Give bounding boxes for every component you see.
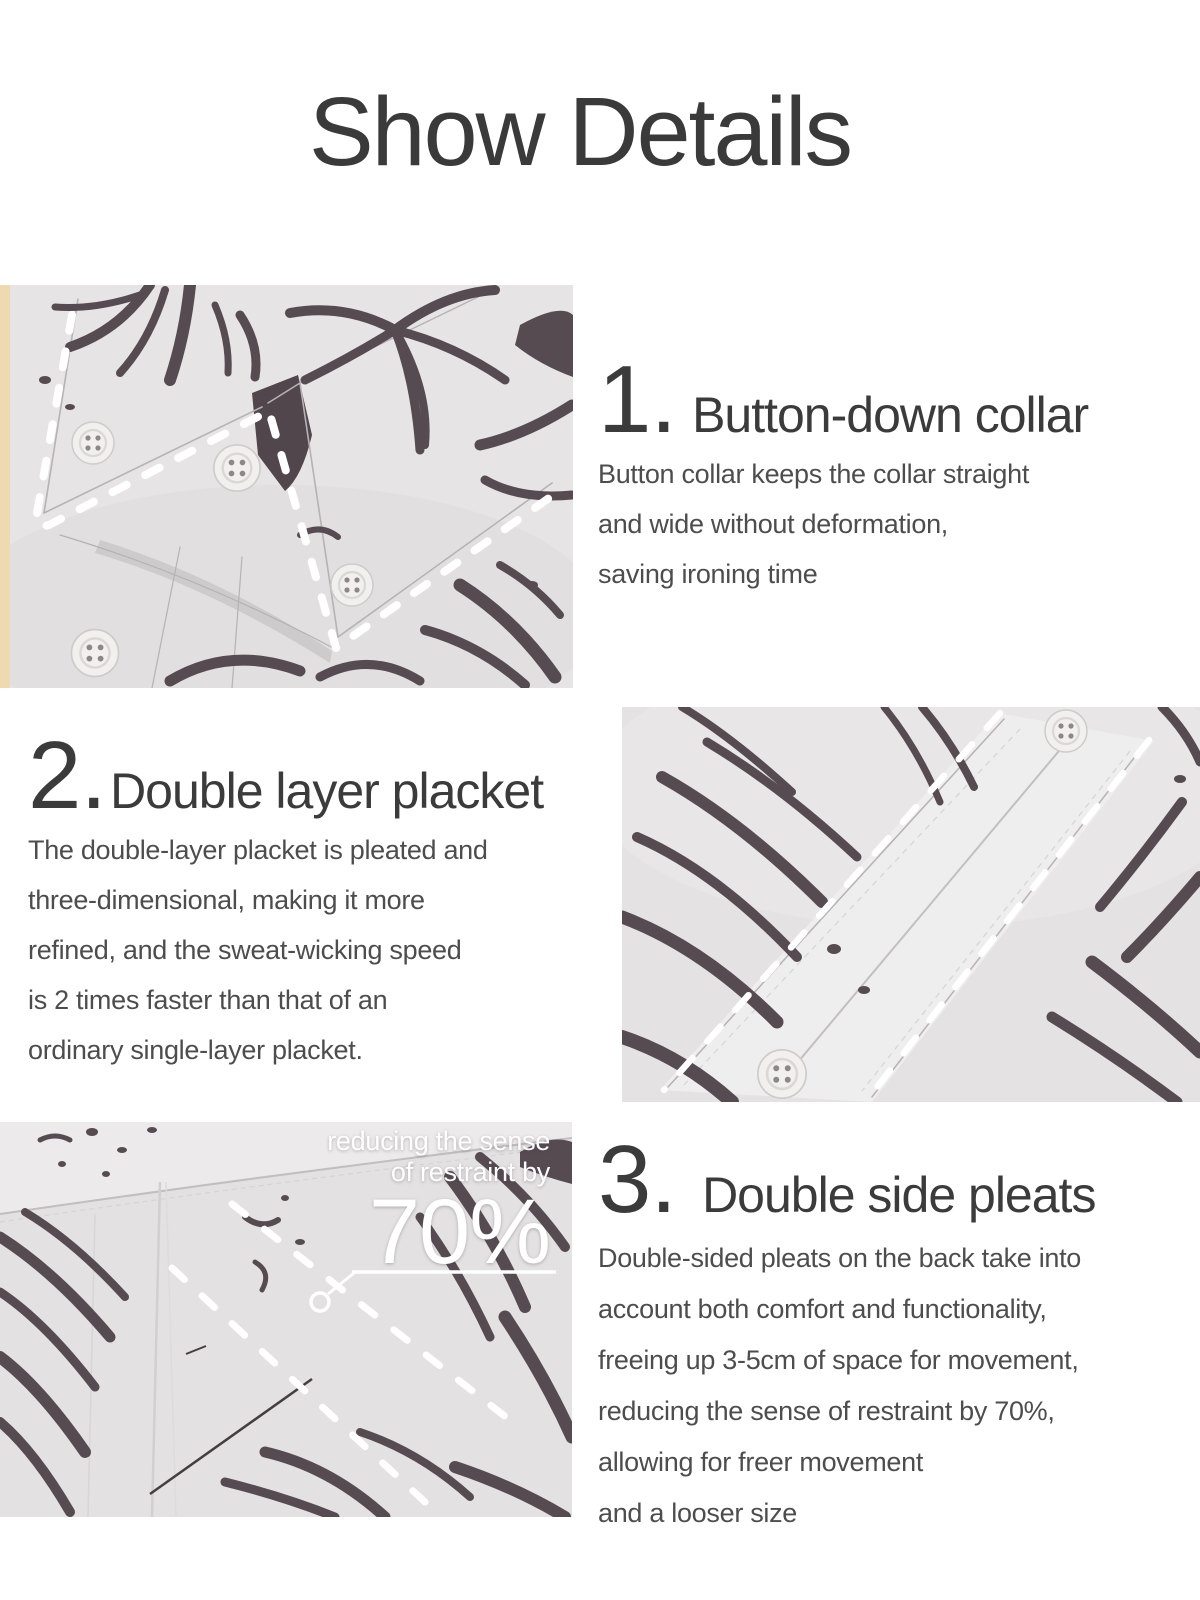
shirt-button <box>758 1050 806 1098</box>
section-2-heading <box>28 722 603 829</box>
shirt-button <box>72 422 114 464</box>
section-number: 3. <box>598 1126 677 1233</box>
section-3 <box>598 1126 1183 1539</box>
description-line: Button collar keeps the collar straight <box>598 459 1030 489</box>
shirt-button <box>214 445 260 491</box>
section-2-description <box>28 825 603 1075</box>
description-line: The double-layer placket is pleated and <box>28 835 488 865</box>
wall-strip <box>0 285 10 688</box>
section-1-heading <box>598 346 1173 453</box>
shirt-button <box>1045 710 1087 752</box>
description-line: and a looser size <box>598 1498 798 1528</box>
section-3-heading <box>598 1126 1183 1233</box>
section-title: Double layer placket <box>110 763 544 819</box>
overlay-caption-line: reducing the sense <box>327 1126 550 1156</box>
section-number: 2. <box>28 722 107 829</box>
overlay-caption-line: of restraint by <box>390 1157 550 1187</box>
section-2 <box>28 722 603 1075</box>
collar-photo-image <box>0 285 573 688</box>
description-line: reducing the sense of restraint by 70%, <box>598 1396 1055 1426</box>
description-line: Double-sided pleats on the back take into <box>598 1243 1082 1273</box>
section-number: 1. <box>598 346 677 453</box>
description-line: account both comfort and functionality, <box>598 1294 1047 1324</box>
section-title: Button-down collar <box>692 387 1089 443</box>
section-title: Double side pleats <box>702 1167 1096 1223</box>
overlay-percentage: 70% <box>368 1181 550 1283</box>
description-line: refined, and the sweat-wicking speed <box>28 935 462 965</box>
page-title: Show Details <box>308 77 852 186</box>
description-line: ordinary single-layer placket. <box>28 1035 363 1065</box>
description-line: saving ironing time <box>598 559 818 589</box>
collar-photo <box>0 285 573 688</box>
back-pleats-photo <box>0 1122 572 1517</box>
shirt-button <box>331 564 373 606</box>
reduction-overlay <box>327 1126 550 1283</box>
description-line: allowing for freer movement <box>598 1447 924 1477</box>
placket-photo-image <box>622 707 1200 1102</box>
shirt-button <box>71 629 118 676</box>
section-1 <box>598 346 1173 599</box>
description-line: and wide without deformation, <box>598 509 949 539</box>
placket-photo <box>622 707 1200 1102</box>
description-line: is 2 times faster than that of an <box>28 985 388 1015</box>
description-line: freeing up 3-5cm of space for movement, <box>598 1345 1079 1375</box>
description-line: three-dimensional, making it more <box>28 885 425 915</box>
section-3-description <box>598 1233 1183 1539</box>
section-1-description <box>598 449 1173 599</box>
